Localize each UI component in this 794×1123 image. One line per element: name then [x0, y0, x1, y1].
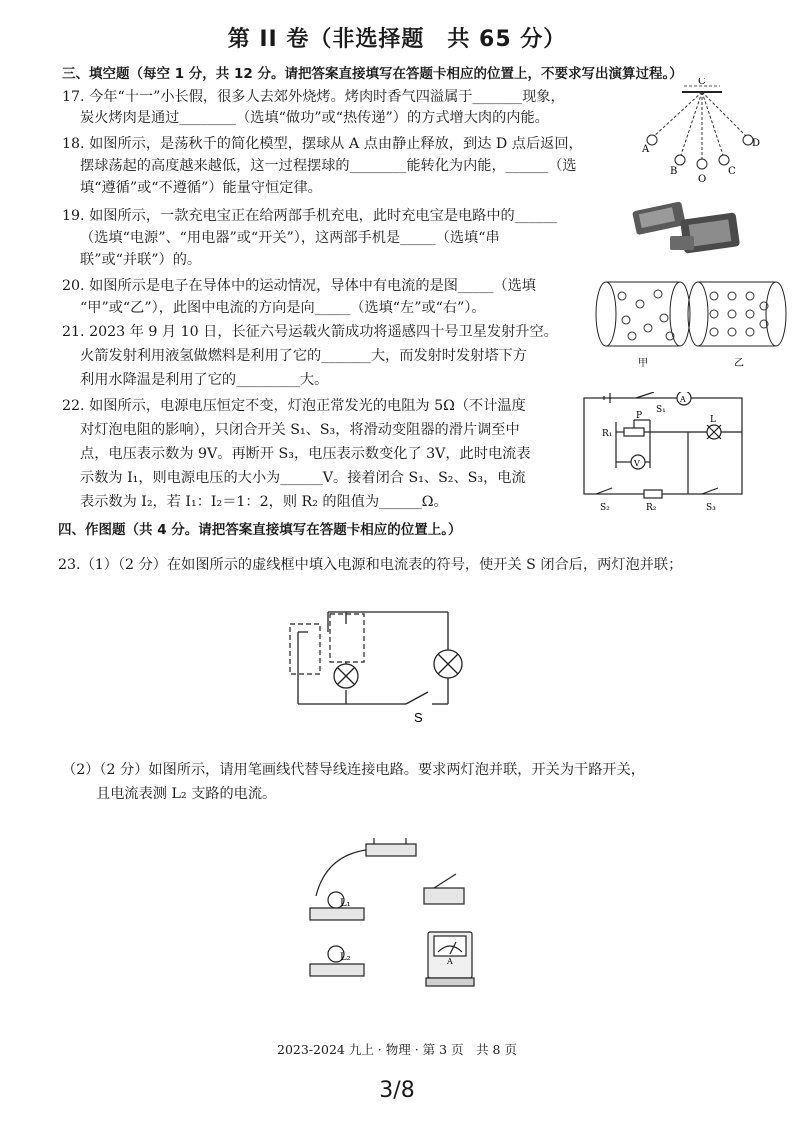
q22-line2: 对灯泡电阻的影响），只闭合开关 S₁、S₃，将滑动变阻器的滑片调至中: [80, 422, 520, 438]
pend-label-a: A: [642, 144, 650, 155]
q23-label-l2: L₂: [340, 952, 351, 963]
q19-line3: 联”或“并联”）的。: [80, 252, 202, 268]
power-bank-photo: [630, 196, 750, 262]
q23-components-figure: [296, 836, 496, 1006]
pend-label-c: C: [698, 78, 706, 87]
electron-label-yi: 乙: [734, 358, 744, 369]
q22-label-s1: S₁: [656, 405, 666, 415]
q22-label-p: P: [636, 411, 643, 421]
pendulum-figure: [640, 78, 760, 188]
q23-circuit-1: [288, 604, 470, 724]
page-footer: 2023-2024 九上 · 物理 · 第 3 页 共 8 页: [277, 1042, 517, 1057]
q23-part2-line2: 且电流表测 L₂ 支路的电流。: [96, 786, 277, 802]
q22-circuit: [578, 392, 748, 514]
q22-label-r1: R₁: [602, 429, 613, 439]
q21-line3: 利用水降温是利用了它的_________大。: [80, 372, 329, 388]
q23-label-l1: L₁: [340, 898, 351, 909]
q22-label-s2: S₂: [600, 503, 610, 513]
page-title: 第 II 卷（非选择题 共 65 分）: [227, 27, 567, 52]
page-number: 3/8: [379, 1078, 415, 1103]
q22-line1: 22. 如图所示，电源电压恒定不变，灯泡正常发光的电阻为 5Ω（不计温度: [62, 398, 526, 414]
q22-label-l: L: [710, 415, 716, 425]
q23-part2-line1: （2）（2 分）如图所示，请用笔画线代替导线连接电路。要求两灯泡并联，开关为干路开关，: [62, 762, 645, 778]
q23-fig1-switch-label: S: [414, 710, 423, 724]
pend-label-c2: C: [728, 166, 736, 177]
q19-line2: （选填“电源”、“用电器”或“开关”），这两部手机是_____（选填“串: [80, 230, 500, 246]
pend-label-o: O: [698, 174, 707, 185]
q18-line3: 填“遵循”或“不遵循”）能量守恒定律。: [80, 180, 322, 196]
q21-line2: 火箭发射利用液氢做燃料是利用了它的_______大，而发射时发射塔下方: [80, 348, 527, 364]
q20-line1: 20. 如图所示是电子在导体中的运动情况，导体中有电流的是图_____（选填: [62, 278, 536, 294]
q22-label-r2: R₂: [646, 503, 657, 513]
q22-line5: 表示数为 I₂，若 I₁：I₂＝1：2，则 R₂ 的阻值为______Ω。: [80, 494, 448, 510]
q23-part1: 23.（1）（2 分）在如图所示的虚线框中填入电源和电流表的符号，使开关 S 闭合后，两灯泡并联；: [58, 557, 683, 573]
section-3-heading: 三、填空题（每空 1 分，共 12 分。请把答案直接填写在答题卡相应的位置上，不要求写出演算过程。）: [62, 66, 683, 82]
q18-line1: 18. 如图所示，是荡秋千的简化模型，摆球从 A 点由静止释放，到达 D 点后返回，: [62, 136, 583, 152]
q17-line2: 炭火烤肉是通过________（选填“做功”或“热传递”）的方式增大肉的内能。: [80, 110, 549, 126]
q22-label-s3: S₃: [706, 503, 716, 513]
electron-flow-figure: [592, 274, 792, 370]
q22-line4: 示数为 I₁，则电源电压的大小为______V。接着闭合 S₁、S₂、S₃，电流: [80, 470, 526, 486]
q17-line1: 17. 今年“十一”小长假，很多人去郊外烧烤。烤肉时香气四溢属于_______现象，: [62, 89, 565, 105]
electron-label-jia: 甲: [638, 358, 648, 369]
pend-label-d: D: [752, 138, 760, 149]
q23-label-ammeter: A: [447, 957, 453, 966]
pend-label-b: B: [670, 166, 678, 177]
q20-line2: “甲”或“乙”），此图中电流的方向是向_____（选填“左”或“右”）。: [80, 300, 486, 316]
section-4-heading: 四、作图题（共 4 分。请把答案直接填写在答题卡相应的位置上。）: [58, 522, 462, 538]
q22-label-a: A: [680, 395, 686, 404]
q21-line1: 21. 2023 年 9 月 10 日，长征六号运载火箭成功将遥感四十号卫星发射升空。: [62, 324, 558, 340]
q22-line3: 点，电压表示数为 9V。再断开 S₃，电压表示数变化了 3V，此时电流表: [80, 446, 531, 462]
q18-line2: 摆球荡起的高度越来越低，这一过程摆球的________能转化为内能，______（选: [80, 158, 577, 174]
q22-label-v: V: [634, 459, 640, 468]
q19-line1: 19. 如图所示，一款充电宝正在给两部手机充电，此时充电宝是电路中的______: [62, 208, 558, 224]
